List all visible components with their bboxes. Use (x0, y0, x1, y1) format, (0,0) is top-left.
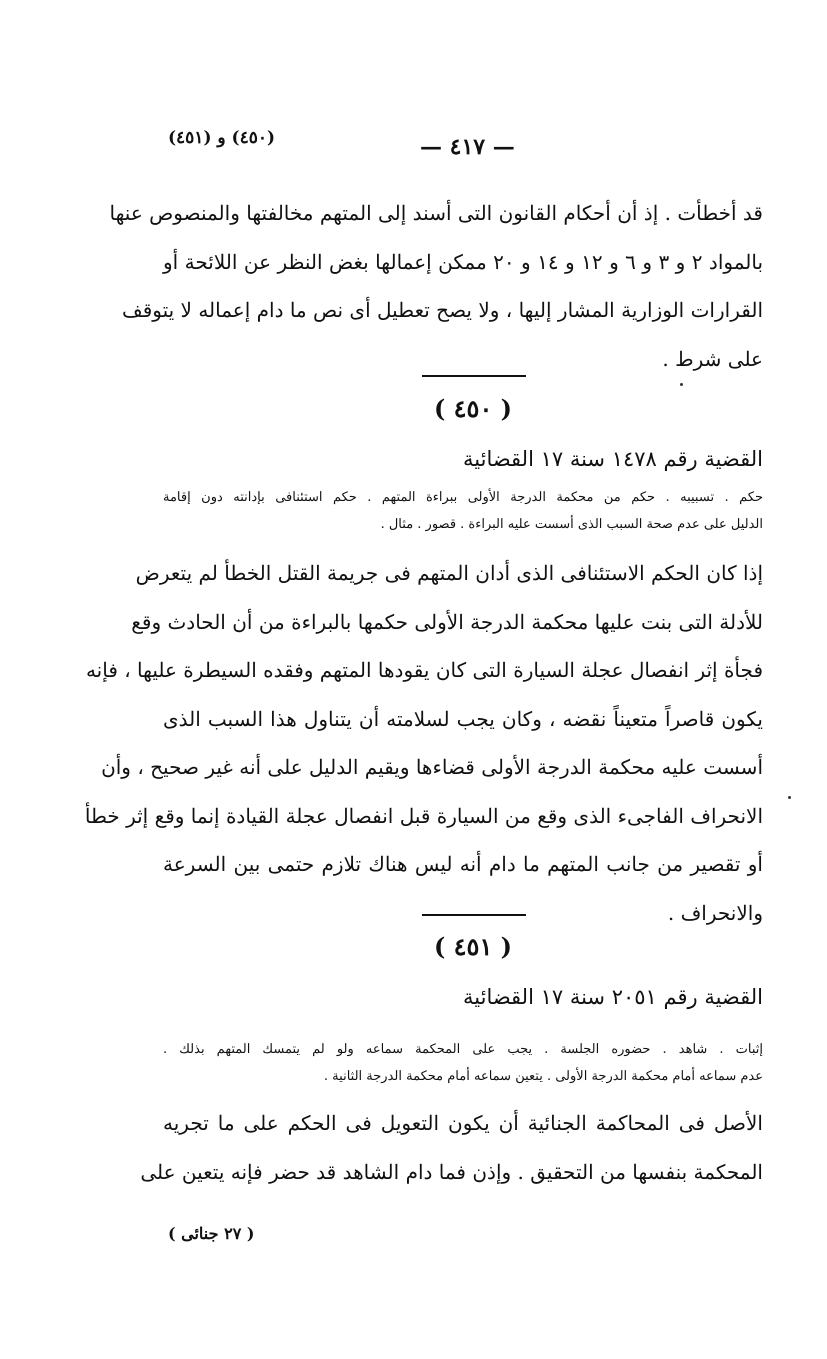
paragraph-line: يكون قاصراً متعيناً نقضه ، وكان يجب لسلامته أن يتناول هذا السبب الذى (163, 706, 763, 731)
paragraph-line: قد أخطأت . إذ أن أحكام القانون التى أسند إلى المتهم مخالفتها والمنصوص عنها (109, 201, 763, 225)
stray-mark (788, 796, 791, 799)
paragraph-line: فجأة إثر انفصال عجلة السيارة التى كان يقودها المتهم وفقده السيطرة عليها ، فإنه (85, 658, 763, 682)
paragraph-line: أسست عليه محكمة الدرجة الأولى قضاءها ويقيم الدليل على أنه غير صحيح ، وأن (101, 755, 763, 779)
summary-line: حكم . تسبيبه . حكم من محكمة الدرجة الأولى ببراءة المتهم . حكم استئنافى بإدانته دون إقامة (163, 490, 763, 505)
opening-paragraph (109, 189, 764, 383)
paragraph-line: بالمواد ٢ و ٣ و ٦ و ١٢ و ١٤ و ٢٠ ممكن إعمالها بغض النظر عن اللائحة أو (163, 249, 764, 274)
section-number-451: ( ٤٥١ ) (433, 932, 513, 961)
summary-line: الدليل على عدم صحة السبب الذى أسست عليه البراءة . قصور . مثال . (380, 517, 763, 532)
section-range-header: (٤٥٠) و (٤٥١) (168, 128, 276, 148)
paragraph-line: إذا كان الحكم الاستئنافى الذى أدان المتهم فى جريمة القتل الخطأ لم يتعرض (135, 561, 763, 585)
footer-signature: ( ٢٧ جنائى ) (168, 1224, 255, 1243)
paragraph-line: الأصل فى المحاكمة الجنائية أن يكون التعويل فى الحكم على ما تجريه (163, 1111, 763, 1135)
case-summary-450 (163, 484, 763, 538)
case-body-451 (140, 1099, 763, 1196)
case-body-450 (84, 549, 763, 937)
paragraph-line: المحكمة بنفسها من التحقيق . وإذن فما دام الشاهد قد حضر فإنه يتعين على (140, 1159, 763, 1184)
section-divider (422, 914, 526, 916)
paragraph-line: الانحراف الفاجىء الذى وقع من السيارة قبل انفصال عجلة القيادة إنما وقع إثر خطأ (84, 803, 763, 828)
stray-mark (680, 383, 683, 386)
case-title-450: القضية رقم ١٤٧٨ سنة ١٧ القضائية (463, 447, 763, 471)
paragraph-line: أو تقصير من جانب المتهم ما دام أنه ليس هناك تلازم حتمى بين السرعة (163, 852, 763, 876)
paragraph-line: القرارات الوزارية المشار إليها ، ولا يصح تعطيل أى نص ما دام إعماله لا يتوقف (122, 298, 763, 322)
paragraph-line: والانحراف . (667, 900, 763, 925)
summary-line: إثبات . شاهد . حضوره الجلسة . يجب على المحكمة سماعه ولو لم يتمسك المتهم بذلك . (163, 1042, 763, 1057)
paragraph-line: للأدلة التى بنت عليها محكمة الدرجة الأولى حكمها بالبراءة من أن الحادث وقع (131, 609, 763, 634)
case-title-451: القضية رقم ٢٠٥١ سنة ١٧ القضائية (463, 985, 763, 1009)
case-summary-451 (163, 1036, 763, 1090)
page-number: — ٤١٧ — (420, 134, 515, 160)
section-number-450: ( ٤٥٠ ) (433, 394, 513, 423)
paragraph-line: على شرط . (662, 346, 763, 371)
section-divider (422, 375, 526, 377)
summary-line: عدم سماعه أمام محكمة الدرجة الأولى . يتعين سماعه أمام محكمة الدرجة الثانية . (323, 1069, 763, 1084)
